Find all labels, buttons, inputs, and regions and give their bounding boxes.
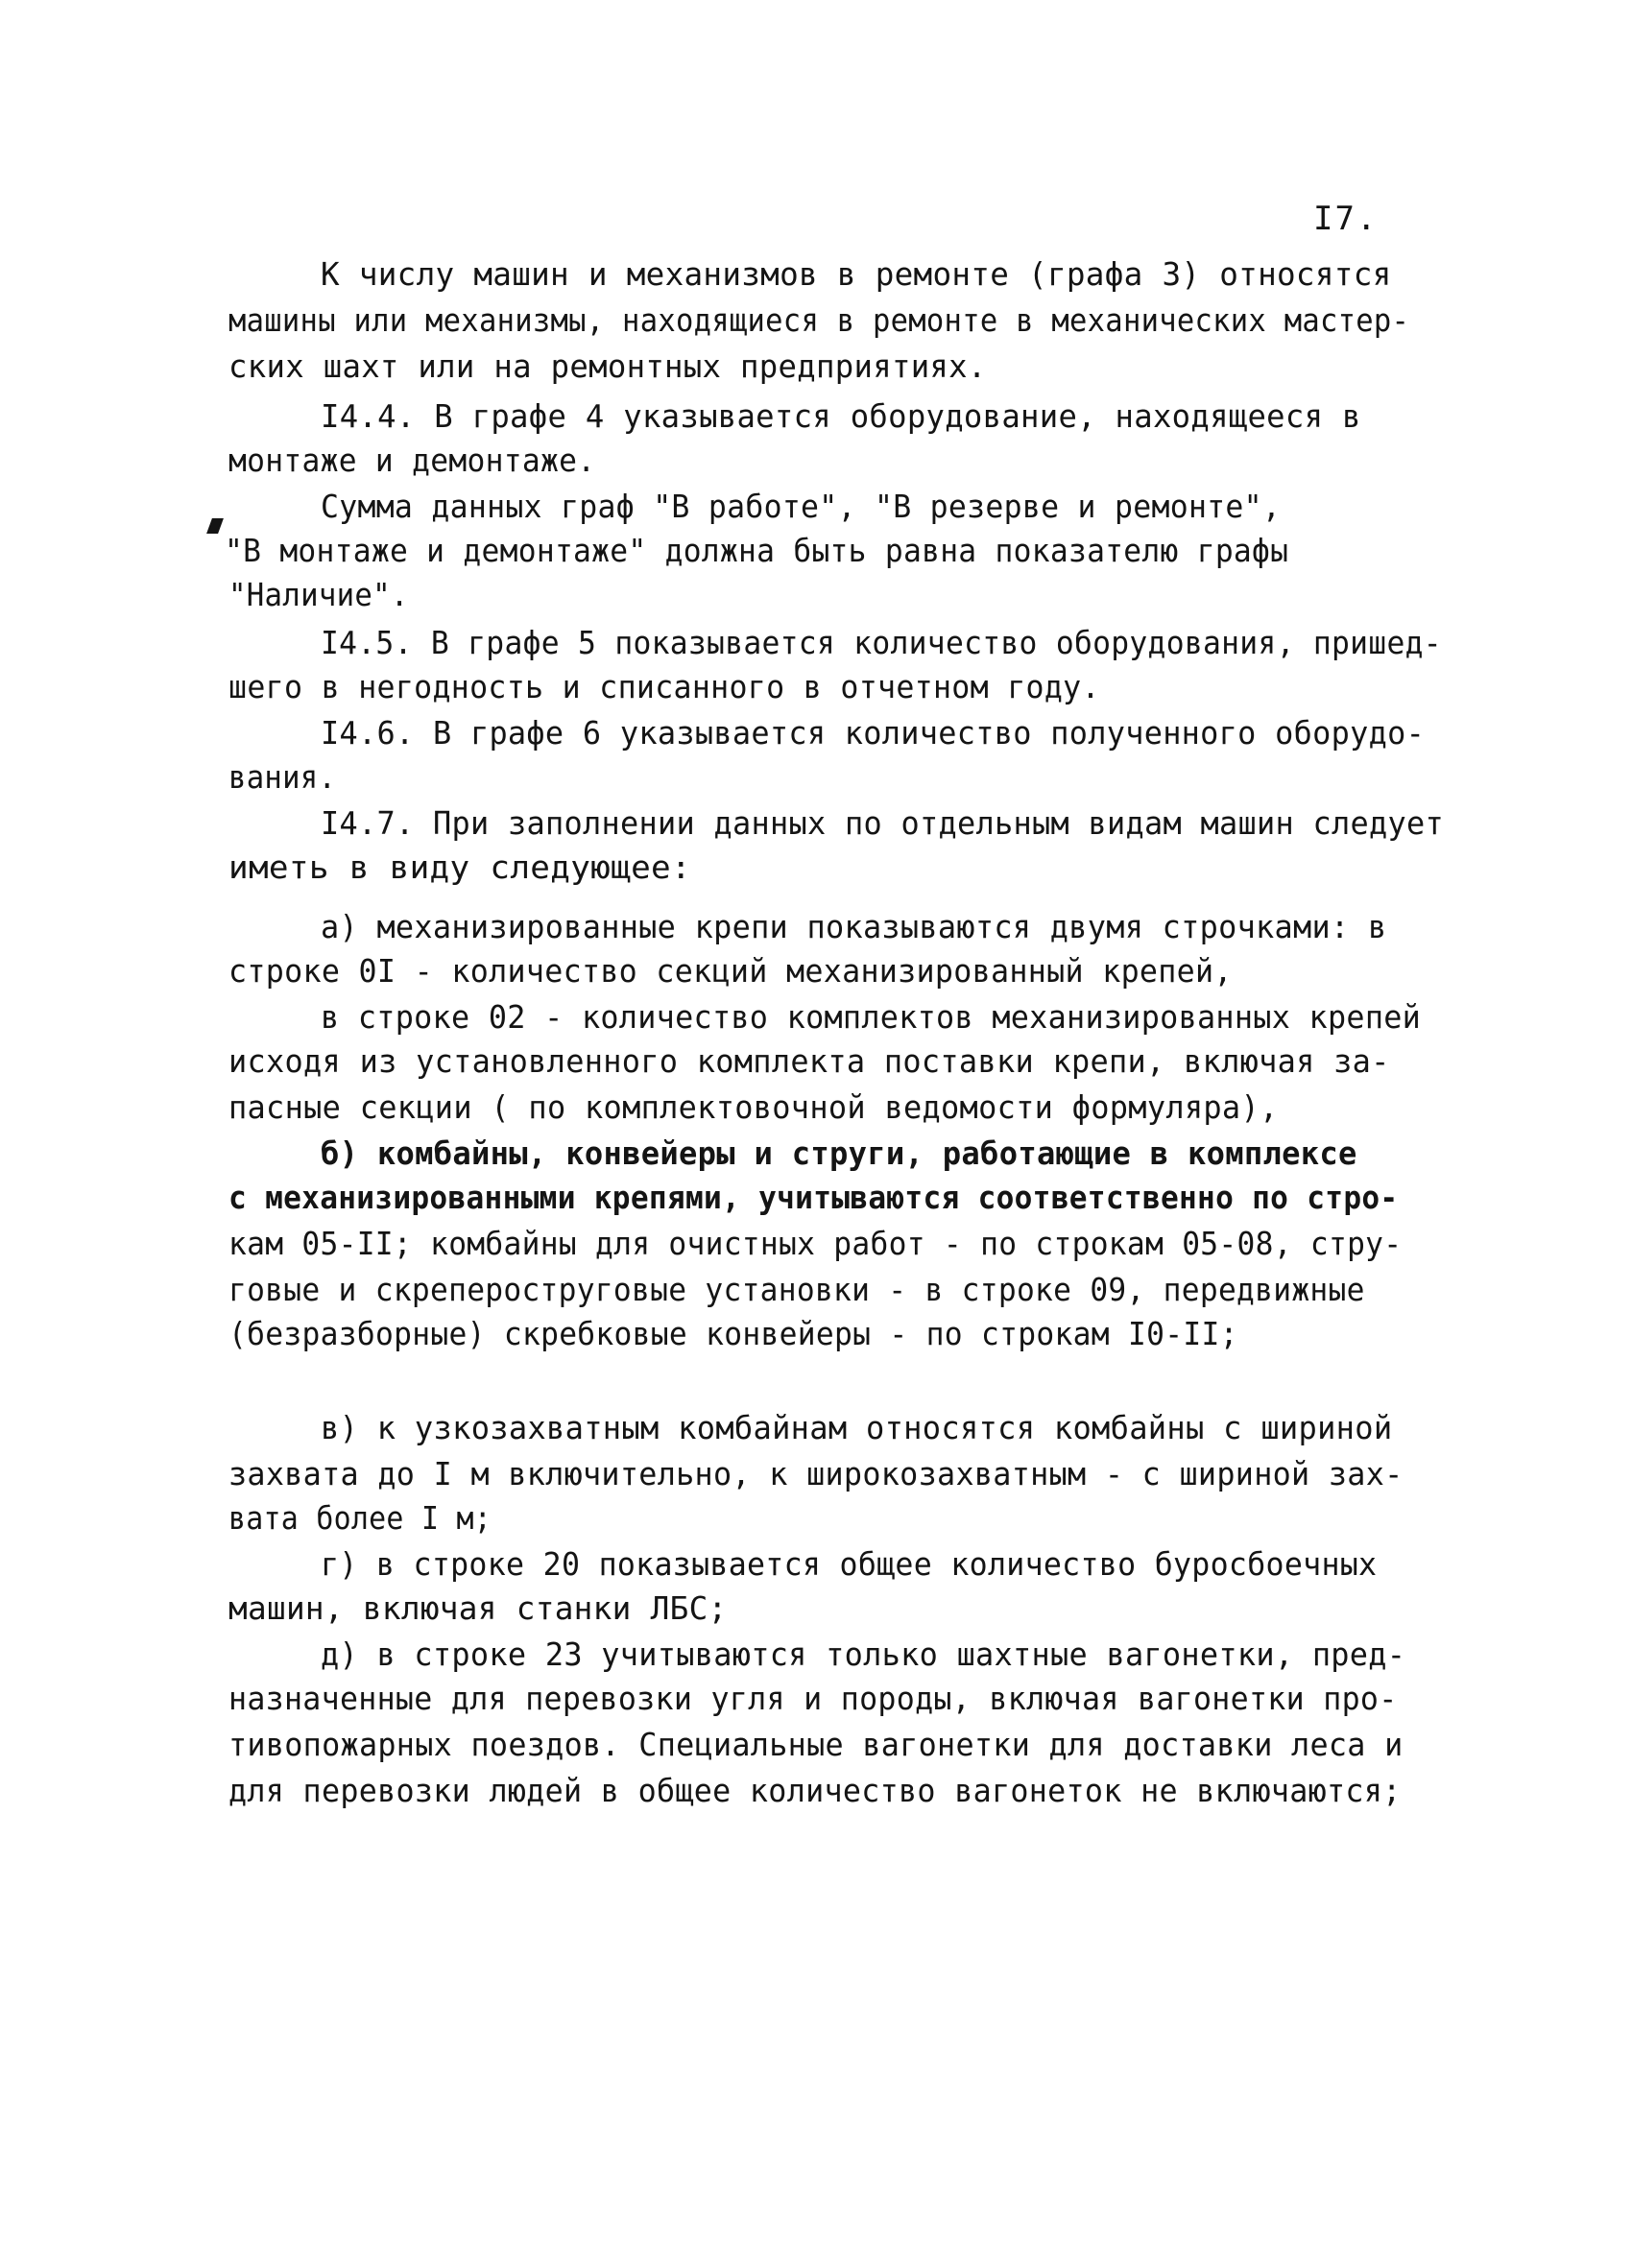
text-line: г) в строке 20 показывается общее количество буросбоечных [321, 1546, 1378, 1583]
text-line: исходя из установленного комплекта поставки крепи, включая за- [228, 1043, 1390, 1080]
text-line: машины или механизмы, находящиеся в ремонте в механических мастер- [228, 302, 1410, 339]
text-line: монтаже и демонтаже. [228, 442, 596, 479]
text-line: в строке 02 - количество комплектов механизированных крепей [321, 999, 1422, 1036]
text-line: I4.6. В графе 6 указывается количество полученного оборудо- [321, 715, 1426, 752]
text-line: в) к узкозахватным комбайнам относятся комбайны с шириной [321, 1410, 1393, 1446]
text-line: а) механизированные крепи показываются двумя строчками: в [321, 909, 1387, 945]
text-line: назначенные для перевозки угля и породы, включая вагонетки про- [228, 1681, 1398, 1717]
text-line: иметь в виду следующее: [228, 849, 691, 886]
text-line: Сумма данных граф "В работе", "В резерве и ремонте", [321, 489, 1282, 525]
page-number: I7. [1313, 200, 1379, 238]
text-line: с механизированными крепями, учитываются соответственно по стро- [228, 1180, 1399, 1216]
text-line: для перевозки людей в общее количество вагонеток не включаются; [228, 1773, 1402, 1809]
text-line: I4.7. При заполнении данных по отдельным видам машин следует [321, 805, 1444, 842]
text-line: (безразборные) скребковые конвейеры - по строкам I0-II; [228, 1316, 1238, 1352]
text-line: б) комбайны, конвейеры и струги, работающие в комплексе [321, 1135, 1357, 1172]
text-line: вания. [228, 759, 337, 796]
text-line: "В монтаже и демонтаже" должна быть равна показателю графы [225, 533, 1289, 569]
text-line: говые и скрепероструговые установки - в строке 09, передвижные [228, 1272, 1365, 1308]
text-line: машин, включая станки ЛБС; [228, 1590, 728, 1627]
text-line: тивопожарных поездов. Специальные вагонетки для доставки леса и [228, 1727, 1404, 1763]
text-line: строке 0I - количество секций механизированный крепей, [228, 953, 1233, 990]
text-line: I4.4. В графе 4 указывается оборудование, находящееся в [321, 398, 1361, 435]
text-line: ских шахт или на ремонтных предприятиях. [228, 348, 987, 385]
text-line: захвата до I м включительно, к широкозахватным - с шириной зах- [228, 1456, 1404, 1492]
text-line: I4.5. В графе 5 показывается количество оборудования, пришед- [321, 625, 1442, 661]
text-line: "Наличие". [228, 577, 409, 613]
text-line: д) в строке 23 учитываются только шахтные вагонетки, пред- [321, 1636, 1406, 1673]
margin-mark [206, 518, 224, 534]
text-line: кам 05-II; комбайны для очистных работ - по строкам 05-08, стру- [228, 1226, 1403, 1262]
text-line: К числу машин и механизмов в ремонте (графа 3) относятся [321, 256, 1392, 293]
text-line: вата более I м; [228, 1500, 492, 1537]
text-line: шего в негодность и списанного в отчетном году. [228, 669, 1100, 705]
text-line: пасные секции ( по комплектовочной ведомости формуляра), [228, 1089, 1279, 1126]
